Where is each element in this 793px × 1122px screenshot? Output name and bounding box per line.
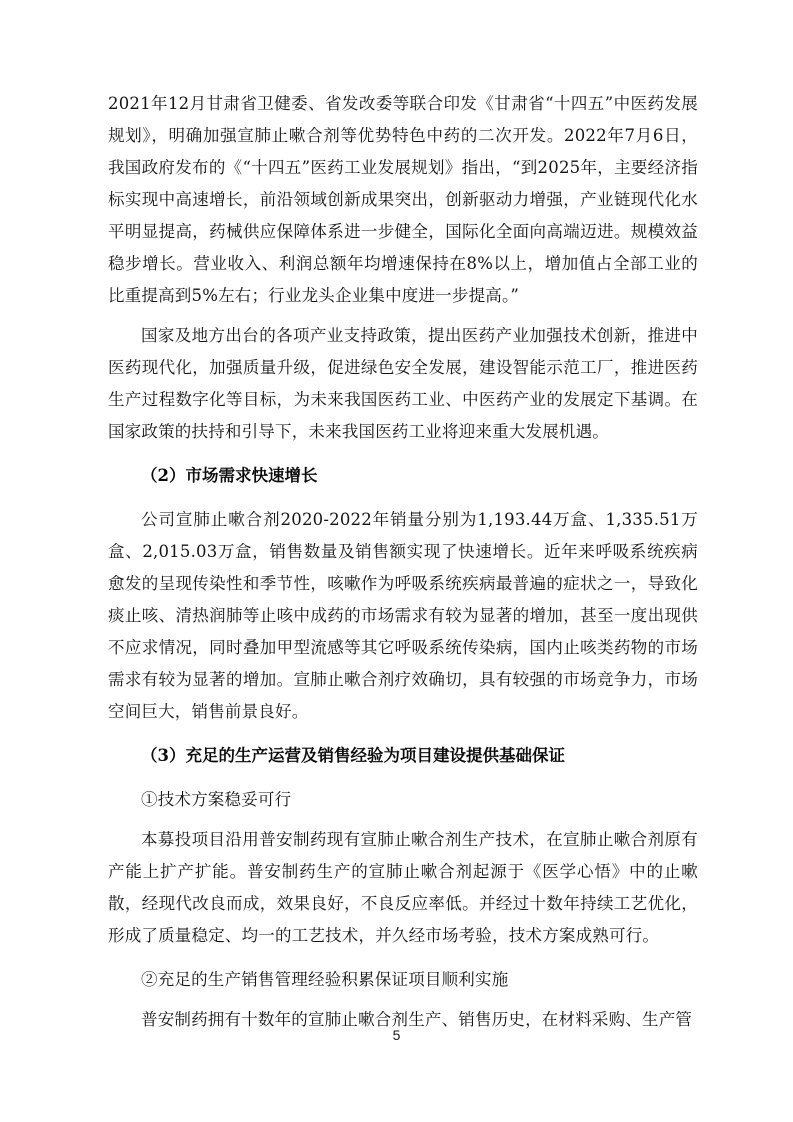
- section-heading-production-experience: （3）充足的生产运营及销售经验为项目建设提供基础保证: [141, 746, 565, 765]
- document-content: [108, 88, 698, 1044]
- paragraph-gansu-policy: 2021年12月甘肃省卫健委、省发改委等联合印发《甘肃省“十四五”中医药发展规划》，明确加强宣肺止嗽合剂等优势特色中药的二次开发。2022年7月6日，我国政府发布的《“十四五”医药工业发展规划》指出，“到2025年，主要经济指标实现中高速增长，前沿领域创新成果突出，创新驱动力增强，产业链现代化水平明显提高，药械供应保障体系进一步健全，国际化全面向高端迈进。规模效益稳步增长。营业收入、利润总额年均增速保持在8%以上，增加值占全部工业的比重提高到5%左右；行业龙头企业集中度进一步提高。”: [108, 94, 698, 305]
- page-number: 5: [392, 1027, 401, 1043]
- paragraph-management-experience: 普安制药拥有十数年的宣肺止嗽合剂生产、销售历史，在材料采购、生产管: [141, 1010, 693, 1029]
- paragraph-technical-plan: 本募投项目沿用普安制药现有宣肺止嗽合剂生产技术，在宣肺止嗽合剂原有产能上扩产扩能。普安制药生产的宣肺止嗽合剂起源于《医学心悟》中的止嗽散，经现代改良而成，效果良好，不良反应率低。并经过十数年持续工艺优化，形成了质量稳定、均一的工艺技术，并久经市场考验，技术方案成熟可行。: [108, 830, 698, 945]
- subitem-technical-plan: ①技术方案稳妥可行: [141, 790, 292, 809]
- subitem-management-experience: ②充足的生产销售管理经验积累保证项目顺利实施: [141, 970, 509, 989]
- paragraph-market-demand: 公司宣肺止嗽合剂2020-2022年销量分别为1,193.44万盒、1,335.51万盒、2,015.03万盒，销售数量及销售额实现了快速增长。近年来呼吸系统疾病愈发的呈现传染性和季节性，咳嗽作为呼吸系统疾病最普遍的症状之一，导致化痰止咳、清热润肺等止咳中成药的市场需求有较为显著的增加，甚至一度出现供不应求情况，同时叠加甲型流感等其它呼吸系统传染病，国内止咳类药物的市场需求有较为显著的增加。宣肺止嗽合剂疗效确切，具有较强的市场竞争力，市场空间巨大，销售前景良好。: [108, 510, 698, 721]
- section-heading-market-demand: （2）市场需求快速增长: [141, 466, 318, 485]
- paragraph-policy-summary: 国家及地方出台的各项产业支持政策，提出医药产业加强技术创新，推进中医药现代化，加强质量升级，促进绿色安全发展，建设智能示范工厂，推进医药生产过程数字化等目标，为未来我国医药工业、中医药产业的发展定下基调。在国家政策的扶持和引导下，未来我国医药工业将迎来重大发展机遇。: [108, 326, 698, 441]
